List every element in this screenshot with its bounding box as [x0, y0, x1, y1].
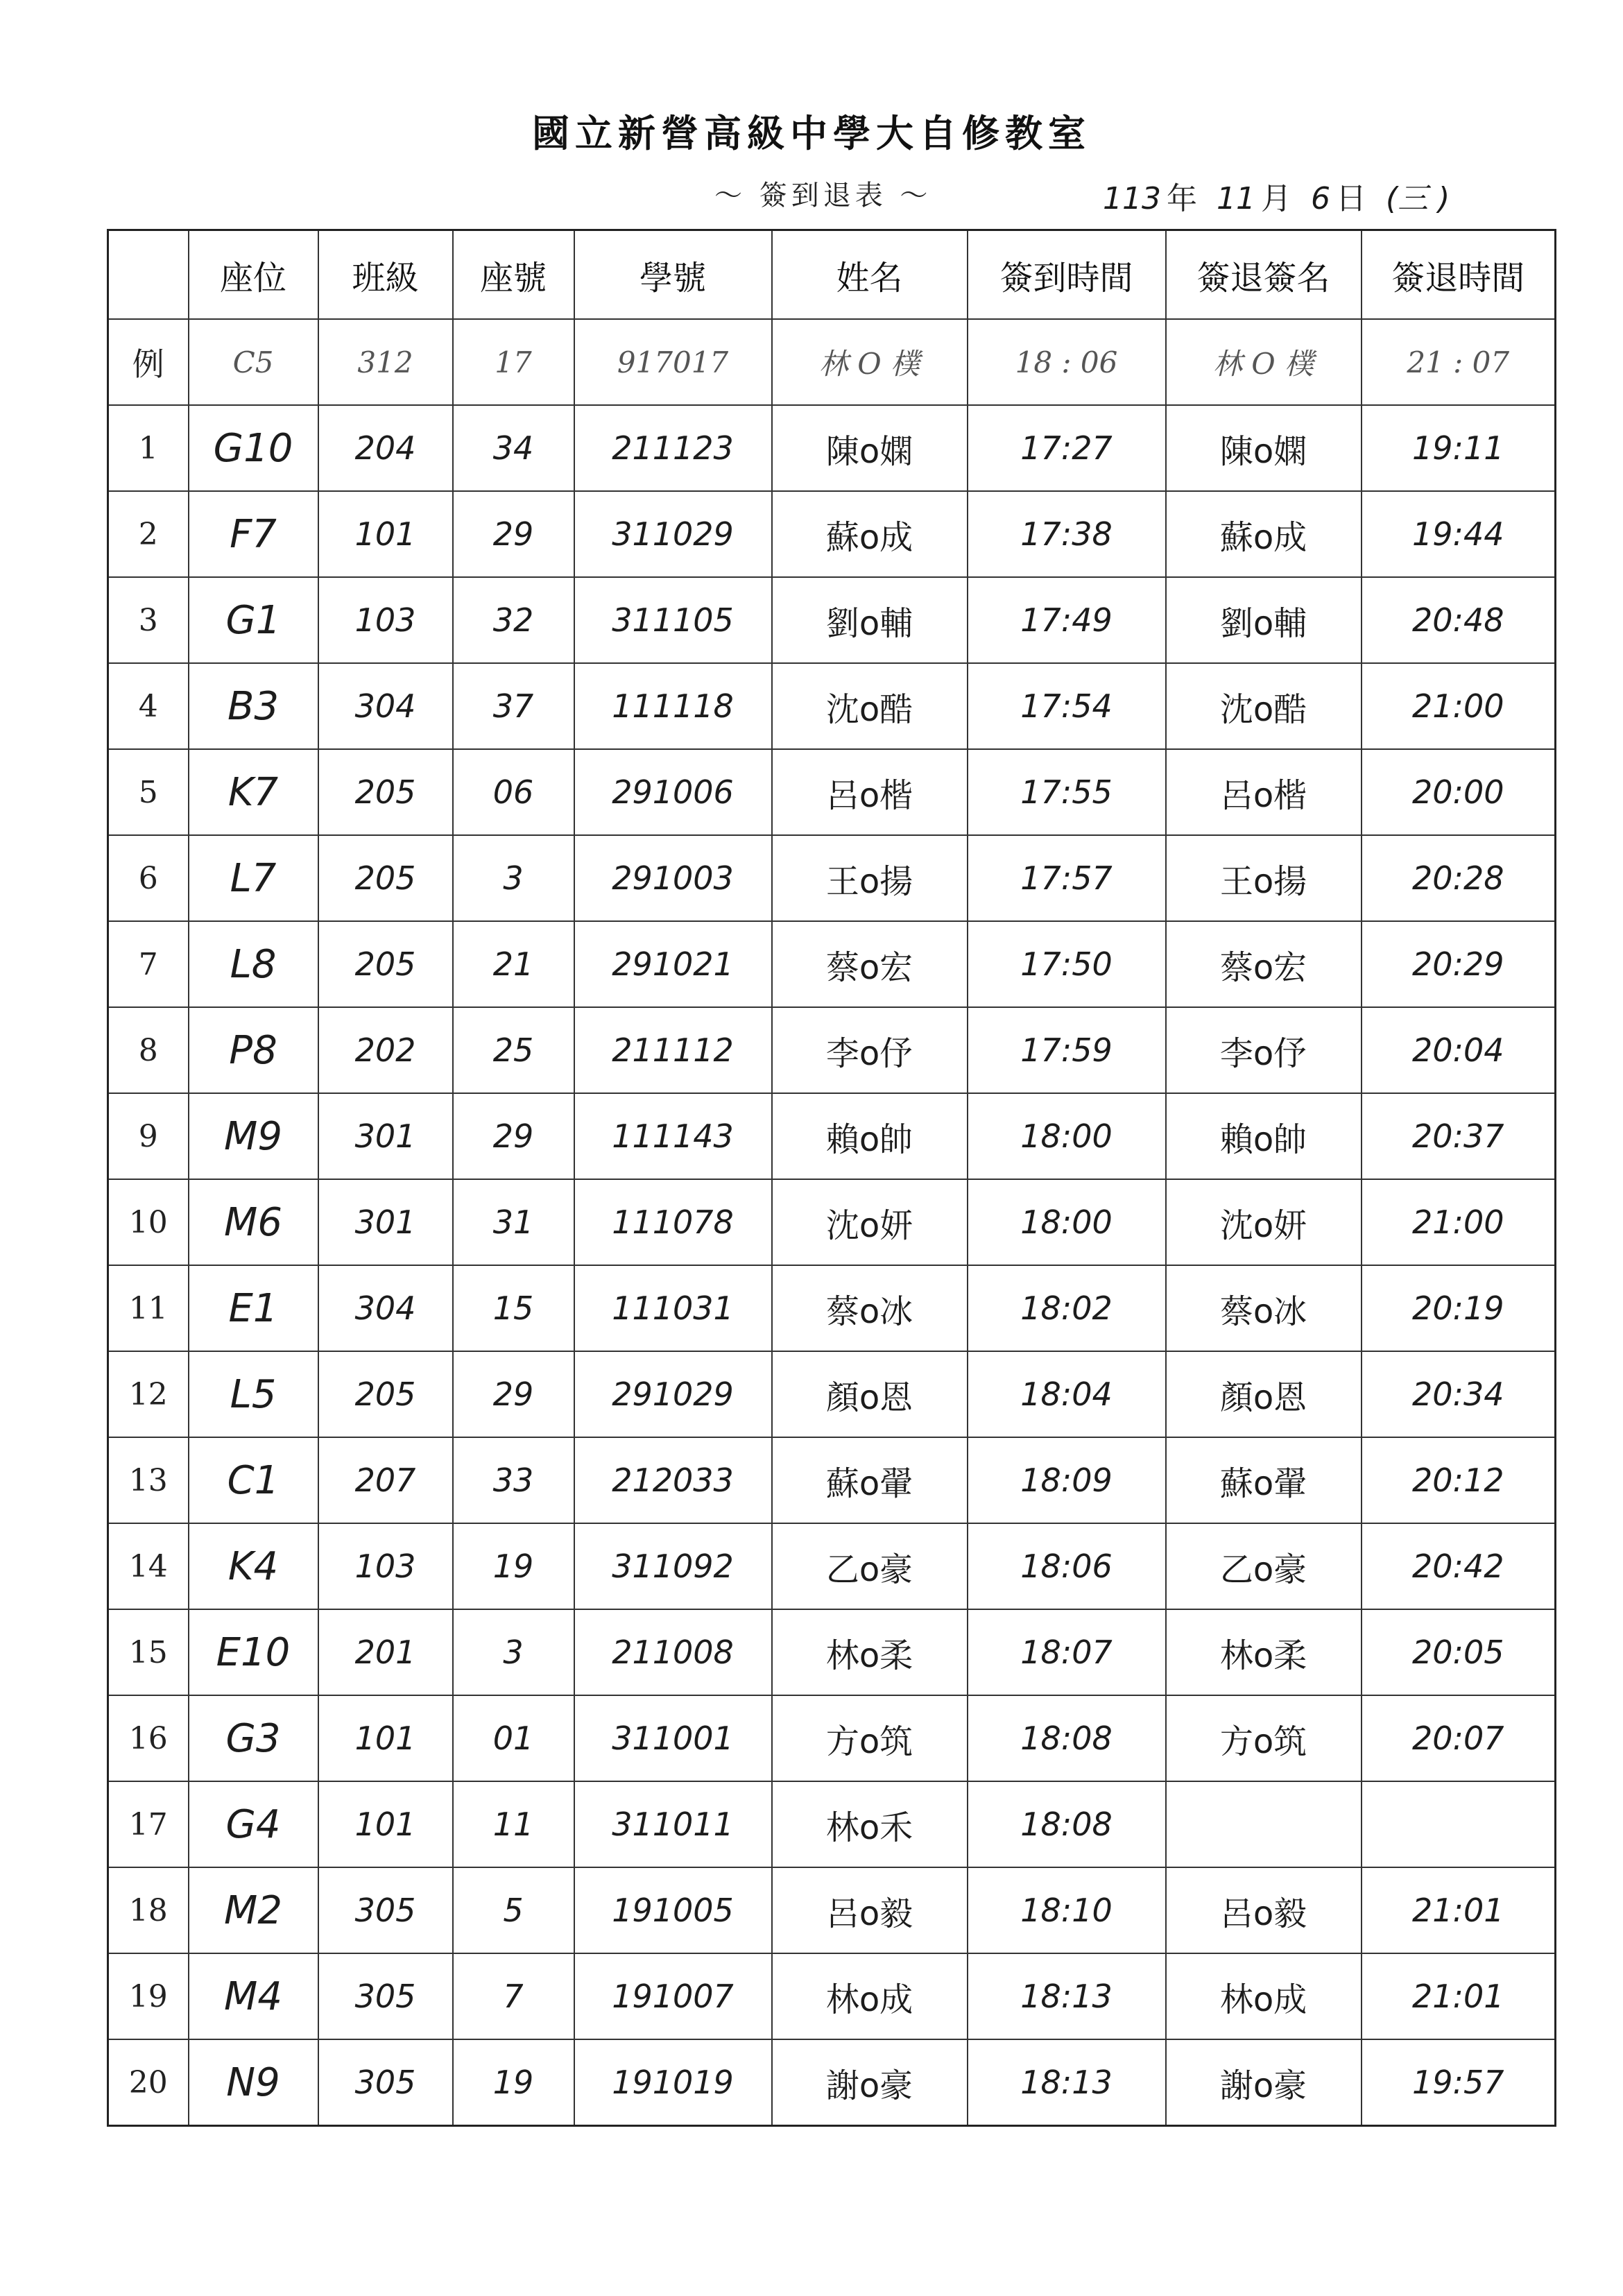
- seat-no-cell: 37: [453, 663, 574, 749]
- out-time-cell: 20:00: [1362, 749, 1556, 835]
- date-day: 6: [1310, 181, 1330, 216]
- student-id-cell: 311001: [574, 1695, 772, 1781]
- seat-cell: K4: [189, 1523, 318, 1609]
- out-sign-cell: 蘇o翬: [1166, 1437, 1362, 1523]
- student-id-cell: 291029: [574, 1351, 772, 1437]
- seat-no-cell: 25: [453, 1007, 574, 1093]
- row-no: 1: [108, 405, 189, 491]
- class-cell: 103: [318, 577, 453, 663]
- seat-cell: G10: [189, 405, 318, 491]
- seat-no-cell: 33: [453, 1437, 574, 1523]
- in-time-cell: 18:10: [968, 1867, 1166, 1953]
- seat-no-cell: 19: [453, 1523, 574, 1609]
- sheet-subtitle: ～ 簽到退表 ～: [714, 180, 932, 212]
- student-id-cell: 111031: [574, 1265, 772, 1351]
- out-time-cell: 20:05: [1362, 1609, 1556, 1695]
- in-time-cell: 18:09: [968, 1437, 1166, 1523]
- seat-no-cell: 5: [453, 1867, 574, 1953]
- table-row: [108, 1781, 1556, 1867]
- signin-table: [107, 229, 1556, 2127]
- seat-cell: F7: [189, 491, 318, 577]
- table-row: [108, 1437, 1556, 1523]
- out-sign-cell: 林o成: [1166, 1953, 1362, 2039]
- name-cell: 謝o豪: [772, 2039, 968, 2126]
- seat-cell: G4: [189, 1781, 318, 1867]
- out-time-cell: 20:19: [1362, 1265, 1556, 1351]
- out-time-cell: 20:48: [1362, 577, 1556, 663]
- name-cell: 乙o豪: [772, 1523, 968, 1609]
- col-header-index: [108, 230, 189, 320]
- row-no: 10: [108, 1179, 189, 1265]
- col-header-in-time: 簽到時間: [968, 230, 1166, 320]
- row-no: 19: [108, 1953, 189, 2039]
- example-row: [108, 319, 1556, 405]
- out-sign-cell: 蘇o成: [1166, 491, 1362, 577]
- example-name: 林 O 樸: [772, 319, 968, 405]
- row-no: 13: [108, 1437, 189, 1523]
- name-cell: 林o成: [772, 1953, 968, 2039]
- name-cell: 蔡o冰: [772, 1265, 968, 1351]
- out-sign-cell: 李o伃: [1166, 1007, 1362, 1093]
- row-no: 7: [108, 921, 189, 1007]
- out-time-cell: 21:00: [1362, 663, 1556, 749]
- date-month: 11: [1216, 181, 1255, 216]
- out-time-cell: 19:57: [1362, 2039, 1556, 2126]
- row-no: 6: [108, 835, 189, 921]
- seat-no-cell: 15: [453, 1265, 574, 1351]
- sheet-title: 國立新營高級中學大自修教室: [532, 111, 1091, 155]
- class-cell: 103: [318, 1523, 453, 1609]
- in-time-cell: 18:04: [968, 1351, 1166, 1437]
- seat-no-cell: 31: [453, 1179, 574, 1265]
- student-id-cell: 191007: [574, 1953, 772, 2039]
- out-sign-cell: 呂o毅: [1166, 1867, 1362, 1953]
- out-time-cell: [1362, 1781, 1556, 1867]
- in-time-cell: 17:50: [968, 921, 1166, 1007]
- example-no: 例: [108, 319, 189, 405]
- in-time-cell: 18:08: [968, 1781, 1166, 1867]
- table-row: [108, 1265, 1556, 1351]
- name-cell: 劉o輔: [772, 577, 968, 663]
- table-row: [108, 577, 1556, 663]
- date-month-unit: 月: [1260, 181, 1291, 216]
- table-row: [108, 1007, 1556, 1093]
- seat-cell: L8: [189, 921, 318, 1007]
- row-no: 11: [108, 1265, 189, 1351]
- class-cell: 205: [318, 749, 453, 835]
- out-sign-cell: 方o筑: [1166, 1695, 1362, 1781]
- out-time-cell: 20:42: [1362, 1523, 1556, 1609]
- class-cell: 204: [318, 405, 453, 491]
- seat-no-cell: 11: [453, 1781, 574, 1867]
- row-no: 3: [108, 577, 189, 663]
- out-time-cell: 21:01: [1362, 1867, 1556, 1953]
- out-sign-cell: 沈o酷: [1166, 663, 1362, 749]
- name-cell: 呂o毅: [772, 1867, 968, 1953]
- seat-cell: E1: [189, 1265, 318, 1351]
- example-out-sign: 林 O 樸: [1166, 319, 1362, 405]
- table-row: [108, 1523, 1556, 1609]
- student-id-cell: 291006: [574, 749, 772, 835]
- in-time-cell: 17:54: [968, 663, 1166, 749]
- name-cell: 林o禾: [772, 1781, 968, 1867]
- seat-no-cell: 06: [453, 749, 574, 835]
- class-cell: 304: [318, 663, 453, 749]
- date-weekday: (三 ): [1385, 181, 1450, 216]
- out-time-cell: 19:11: [1362, 405, 1556, 491]
- row-no: 5: [108, 749, 189, 835]
- class-cell: 202: [318, 1007, 453, 1093]
- in-time-cell: 17:38: [968, 491, 1166, 577]
- table-row: [108, 1351, 1556, 1437]
- out-time-cell: 20:12: [1362, 1437, 1556, 1523]
- date-day-unit: 日: [1335, 181, 1366, 216]
- seat-cell: K7: [189, 749, 318, 835]
- row-no: 17: [108, 1781, 189, 1867]
- out-sign-cell: 陳o嫻: [1166, 405, 1362, 491]
- name-cell: 李o伃: [772, 1007, 968, 1093]
- name-cell: 沈o酷: [772, 663, 968, 749]
- class-cell: 205: [318, 921, 453, 1007]
- name-cell: 蔡o宏: [772, 921, 968, 1007]
- class-cell: 205: [318, 1351, 453, 1437]
- class-cell: 101: [318, 1695, 453, 1781]
- out-time-cell: 21:01: [1362, 1953, 1556, 2039]
- date-year: 113: [1103, 181, 1161, 216]
- in-time-cell: 17:59: [968, 1007, 1166, 1093]
- seat-no-cell: 29: [453, 1351, 574, 1437]
- name-cell: 方o筑: [772, 1695, 968, 1781]
- table-row: [108, 1695, 1556, 1781]
- out-sign-cell: 沈o妍: [1166, 1179, 1362, 1265]
- in-time-cell: 18:13: [968, 1953, 1166, 2039]
- row-no: 8: [108, 1007, 189, 1093]
- student-id-cell: 111143: [574, 1093, 772, 1179]
- in-time-cell: 17:27: [968, 405, 1166, 491]
- out-sign-cell: 林o柔: [1166, 1609, 1362, 1695]
- student-id-cell: 211123: [574, 405, 772, 491]
- table-row: [108, 749, 1556, 835]
- student-id-cell: 191019: [574, 2039, 772, 2126]
- table-row: [108, 1093, 1556, 1179]
- seat-cell: M2: [189, 1867, 318, 1953]
- student-id-cell: 111118: [574, 663, 772, 749]
- seat-no-cell: 19: [453, 2039, 574, 2126]
- out-sign-cell: 賴o帥: [1166, 1093, 1362, 1179]
- table-row: [108, 1179, 1556, 1265]
- student-id-cell: 211008: [574, 1609, 772, 1695]
- name-cell: 呂o楷: [772, 749, 968, 835]
- table-row: [108, 1953, 1556, 2039]
- out-time-cell: 19:44: [1362, 491, 1556, 577]
- example-seat: C5: [189, 319, 318, 405]
- out-sign-cell: [1166, 1781, 1362, 1867]
- out-sign-cell: 王o揚: [1166, 835, 1362, 921]
- seat-cell: M4: [189, 1953, 318, 2039]
- date-line: [1103, 173, 1450, 218]
- out-time-cell: 20:28: [1362, 835, 1556, 921]
- class-cell: 301: [318, 1093, 453, 1179]
- out-time-cell: 20:37: [1362, 1093, 1556, 1179]
- in-time-cell: 17:49: [968, 577, 1166, 663]
- col-header-student-id: 學號: [574, 230, 772, 320]
- col-header-seat-no: 座號: [453, 230, 574, 320]
- row-no: 14: [108, 1523, 189, 1609]
- out-sign-cell: 顏o恩: [1166, 1351, 1362, 1437]
- student-id-cell: 311105: [574, 577, 772, 663]
- col-header-out-time: 簽退時間: [1362, 230, 1556, 320]
- seat-cell: G1: [189, 577, 318, 663]
- date-year-unit: 年: [1166, 181, 1197, 216]
- name-cell: 蘇o翬: [772, 1437, 968, 1523]
- seat-cell: C1: [189, 1437, 318, 1523]
- row-no: 2: [108, 491, 189, 577]
- seat-no-cell: 3: [453, 1609, 574, 1695]
- in-time-cell: 18:00: [968, 1093, 1166, 1179]
- name-cell: 林o柔: [772, 1609, 968, 1695]
- example-class: 312: [318, 319, 453, 405]
- class-cell: 207: [318, 1437, 453, 1523]
- student-id-cell: 111078: [574, 1179, 772, 1265]
- out-sign-cell: 劉o輔: [1166, 577, 1362, 663]
- seat-no-cell: 7: [453, 1953, 574, 2039]
- student-id-cell: 191005: [574, 1867, 772, 1953]
- out-time-cell: 20:04: [1362, 1007, 1556, 1093]
- student-id-cell: 211112: [574, 1007, 772, 1093]
- student-id-cell: 311029: [574, 491, 772, 577]
- name-cell: 蘇o成: [772, 491, 968, 577]
- student-id-cell: 291003: [574, 835, 772, 921]
- in-time-cell: 17:55: [968, 749, 1166, 835]
- out-time-cell: 20:34: [1362, 1351, 1556, 1437]
- table-row: [108, 2039, 1556, 2126]
- out-time-cell: 20:07: [1362, 1695, 1556, 1781]
- seat-no-cell: 29: [453, 491, 574, 577]
- col-header-seat: 座位: [189, 230, 318, 320]
- seat-no-cell: 29: [453, 1093, 574, 1179]
- table-row: [108, 1609, 1556, 1695]
- out-sign-cell: 乙o豪: [1166, 1523, 1362, 1609]
- seat-no-cell: 21: [453, 921, 574, 1007]
- seat-no-cell: 3: [453, 835, 574, 921]
- class-cell: 305: [318, 1953, 453, 2039]
- class-cell: 304: [318, 1265, 453, 1351]
- seat-cell: L5: [189, 1351, 318, 1437]
- out-sign-cell: 蔡o冰: [1166, 1265, 1362, 1351]
- row-no: 9: [108, 1093, 189, 1179]
- in-time-cell: 18:08: [968, 1695, 1166, 1781]
- class-cell: 101: [318, 1781, 453, 1867]
- seat-cell: M9: [189, 1093, 318, 1179]
- col-header-class: 班級: [318, 230, 453, 320]
- name-cell: 王o揚: [772, 835, 968, 921]
- name-cell: 賴o帥: [772, 1093, 968, 1179]
- seat-no-cell: 32: [453, 577, 574, 663]
- seat-cell: P8: [189, 1007, 318, 1093]
- student-id-cell: 311092: [574, 1523, 772, 1609]
- class-cell: 305: [318, 1867, 453, 1953]
- student-id-cell: 311011: [574, 1781, 772, 1867]
- in-time-cell: 18:00: [968, 1179, 1166, 1265]
- seat-cell: B3: [189, 663, 318, 749]
- example-in-time: 18 : 06: [968, 319, 1166, 405]
- header-row: [108, 230, 1556, 320]
- out-sign-cell: 謝o豪: [1166, 2039, 1362, 2126]
- class-cell: 205: [318, 835, 453, 921]
- student-id-cell: 291021: [574, 921, 772, 1007]
- seat-no-cell: 34: [453, 405, 574, 491]
- in-time-cell: 18:06: [968, 1523, 1166, 1609]
- out-time-cell: 20:29: [1362, 921, 1556, 1007]
- out-sign-cell: 呂o楷: [1166, 749, 1362, 835]
- seat-cell: E10: [189, 1609, 318, 1695]
- table-row: [108, 835, 1556, 921]
- seat-cell: N9: [189, 2039, 318, 2126]
- col-header-out-sign: 簽退簽名: [1166, 230, 1362, 320]
- name-cell: 顏o恩: [772, 1351, 968, 1437]
- name-cell: 沈o妍: [772, 1179, 968, 1265]
- example-seat-no: 17: [453, 319, 574, 405]
- row-no: 16: [108, 1695, 189, 1781]
- row-no: 18: [108, 1867, 189, 1953]
- table-row: [108, 1867, 1556, 1953]
- in-time-cell: 17:57: [968, 835, 1166, 921]
- in-time-cell: 18:02: [968, 1265, 1166, 1351]
- table-row: [108, 663, 1556, 749]
- class-cell: 301: [318, 1179, 453, 1265]
- seat-cell: G3: [189, 1695, 318, 1781]
- table-row: [108, 405, 1556, 491]
- in-time-cell: 18:07: [968, 1609, 1166, 1695]
- table-row: [108, 491, 1556, 577]
- seat-cell: L7: [189, 835, 318, 921]
- student-id-cell: 212033: [574, 1437, 772, 1523]
- name-cell: 陳o嫻: [772, 405, 968, 491]
- out-time-cell: 21:00: [1362, 1179, 1556, 1265]
- class-cell: 305: [318, 2039, 453, 2126]
- row-no: 20: [108, 2039, 189, 2126]
- row-no: 15: [108, 1609, 189, 1695]
- example-out-time: 21 : 07: [1362, 319, 1556, 405]
- in-time-cell: 18:13: [968, 2039, 1166, 2126]
- col-header-name: 姓名: [772, 230, 968, 320]
- row-no: 4: [108, 663, 189, 749]
- example-student-id: 917017: [574, 319, 772, 405]
- seat-no-cell: 01: [453, 1695, 574, 1781]
- row-no: 12: [108, 1351, 189, 1437]
- out-sign-cell: 蔡o宏: [1166, 921, 1362, 1007]
- class-cell: 101: [318, 491, 453, 577]
- table-row: [108, 921, 1556, 1007]
- seat-cell: M6: [189, 1179, 318, 1265]
- class-cell: 201: [318, 1609, 453, 1695]
